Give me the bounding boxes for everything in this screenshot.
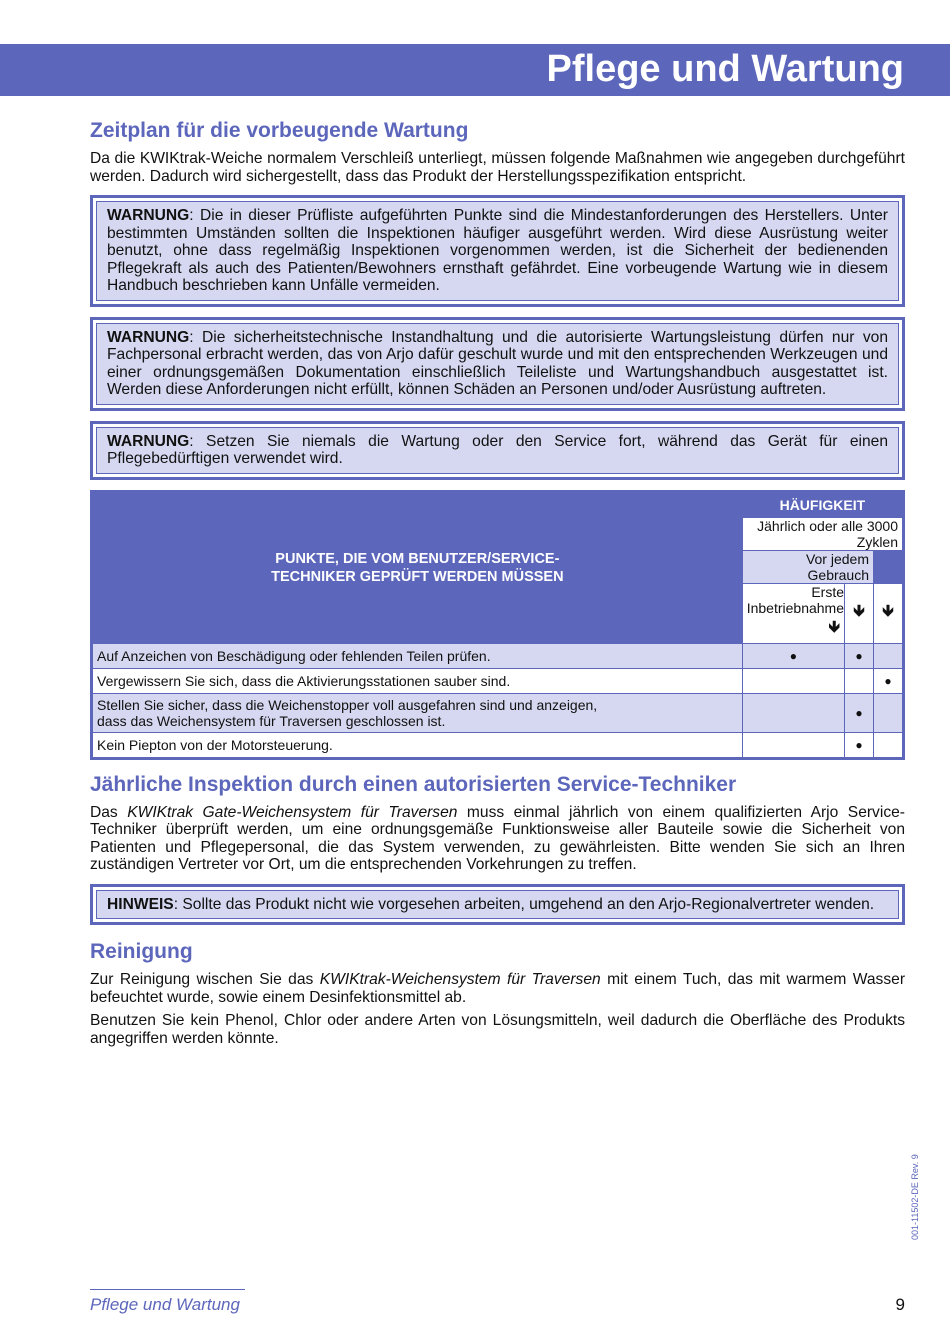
frequency-header: HÄUFIGKEIT [742,491,903,517]
table-cell-check [874,693,904,732]
table-cell-check [874,732,904,758]
note-box [90,884,905,926]
page-number: 9 [895,1295,905,1314]
annual-inspection-text: Das KWIKtrak Gate-Weichensystem für Traversen muss einmal jährlich von einem qualifizierten Arjo Service-Techniker überprüft werden, um eine ordnungsgemäße Funktionsweise aller Bauteile sowie die Sicherheit von Patienten und Pflegepersonal, die das System verwenden, zu gewährleisten. Bitte wenden Sie sich an Ihren zuständigen Vertreter vor Ort, um die entsprechenden Vorkehrungen zu treffen. [90,803,905,873]
note-text: : Sollte das Produkt nicht wie vorgesehen arbeiten, umgehend an den Arjo-Regionalvertreter wenden. [173,895,875,913]
main-content [90,118,905,1047]
section-heading-annual-inspection: Jährliche Inspektion durch einen autorisierten Service-Techniker [90,772,737,796]
table-cell-check [742,693,844,732]
warning-box-2 [90,317,905,411]
table-cell-item: Kein Piepton von der Motorsteuerung. [92,732,743,758]
document-code: 001-11502-DE Rev. 9 [910,1154,920,1240]
cleaning-text-2: Benutzen Sie kein Phenol, Chlor oder andere Arten von Lösungsmitteln, weil dadurch die Oberfläche des Produkts angegriffen werden könnte. [90,1012,905,1047]
table-cell-item: Stellen Sie sicher, dass die Weichenstopper voll ausgefahren sind und anzeigen, dass das Weichensystem für Traversen geschlossen ist. [92,693,743,732]
table-cell-check: ● [845,693,874,732]
warning-box-1 [90,195,905,307]
table-cell-check: ● [845,732,874,758]
warning-label: WARNUNG [107,207,190,224]
freq-first-use-label: Erste Inbetriebnahme 🡻 [742,583,844,643]
table-row [92,693,904,732]
footer-section-title: Pflege und Wartung [90,1295,240,1314]
arrow-down-icon: 🡻 [845,583,874,643]
section-intro: Da die KWIKtrak-Weiche normalem Verschleiß unterliegt, müssen folgende Maßnahmen wie angegeben durchgeführt werden. Dadurch wird sichergestellt, dass das Produkt der Herstellungsspezifikation entspricht. [90,150,905,185]
table-spacer [874,550,904,583]
table-cell-check: ● [874,668,904,693]
warning-text: : Die sicherheitstechnische Instandhaltung und die autorisierte Wartungsleistung dürfen nur von Fachpersonal erbracht werden, das von Arjo dafür geschult wurde und mit den entsprechenden Werkzeugen und einer ordnungsgemäßen Dokumentation einschließlich Teileliste und Wartungshandbuch ausgestattet ist. Werden diese Anforderungen nicht erfüllt, können Schäden an Personen und/oder Ausrüstung auftreten. [107,328,888,398]
warning-box-3 [90,421,905,480]
warning-text: : Setzen Sie niemals die Wartung oder den Service fort, während das Gerät für einen Pflegebedürftigen verwendet wird. [107,432,888,467]
arrow-down-icon: 🡻 [828,618,840,636]
maintenance-schedule-table [90,490,905,760]
warning-label: WARNUNG [107,328,190,346]
table-items-header: PUNKTE, DIE VOM BENUTZER/SERVICE-TECHNIKER GEPRÜFT WERDEN MÜSSEN [92,491,743,643]
table-cell-check [742,732,844,758]
freq-annual-label: Jährlich oder alle 3000 Zyklen [742,517,903,550]
freq-before-use-label: Vor jedem Gebrauch [742,550,873,583]
table-row [92,732,904,758]
table-cell-item: Auf Anzeichen von Beschädigung oder fehlenden Teilen prüfen. [92,643,743,668]
section-heading-cleaning: Reinigung [90,940,193,963]
table-row [92,643,904,668]
header-bar [0,44,950,96]
warning-text: : Die in dieser Prüfliste aufgeführten Punkte sind die Mindestanforderungen des Herstellers. Unter bestimmten Umständen sollten die Inspektionen häufiger ausgeführt werden. Wird diese Ausrüstung weiter benutzt, ohne dass regelmäßig Inspektionen vorgenommen werden, ist die Sicherheit der bedienenden Pflegekraft als auch des Patienten/Bewohners ernsthaft gefährdet. Eine vorbeugende Wartung wie in diesem Handbuch beschrieben kann Unfälle vermeiden. [107,207,888,294]
table-rows [92,643,904,758]
table-cell-check [874,643,904,668]
page-title: Pflege und Wartung [546,48,904,90]
table-cell-item: Vergewissern Sie sich, dass die Aktivierungsstationen sauber sind. [92,668,743,693]
table-cell-check: ● [742,643,844,668]
table-cell-check [742,668,844,693]
table-cell-check [845,668,874,693]
arrow-down-icon: 🡻 [874,583,904,643]
footer-rule [90,1289,245,1290]
cleaning-text-1: Zur Reinigung wischen Sie das KWIKtrak-Weichensystem für Traversen mit einem Tuch, das mit warmem Wasser befeuchtet wurde, sowie einem Desinfektionsmittel ab. [90,971,906,1006]
warning-label: WARNUNG [107,432,190,450]
table-cell-check: ● [845,643,874,668]
table-row [92,668,904,693]
section-heading-maintenance-schedule: Zeitplan für die vorbeugende Wartung [90,119,469,142]
note-label: HINWEIS [107,895,174,913]
